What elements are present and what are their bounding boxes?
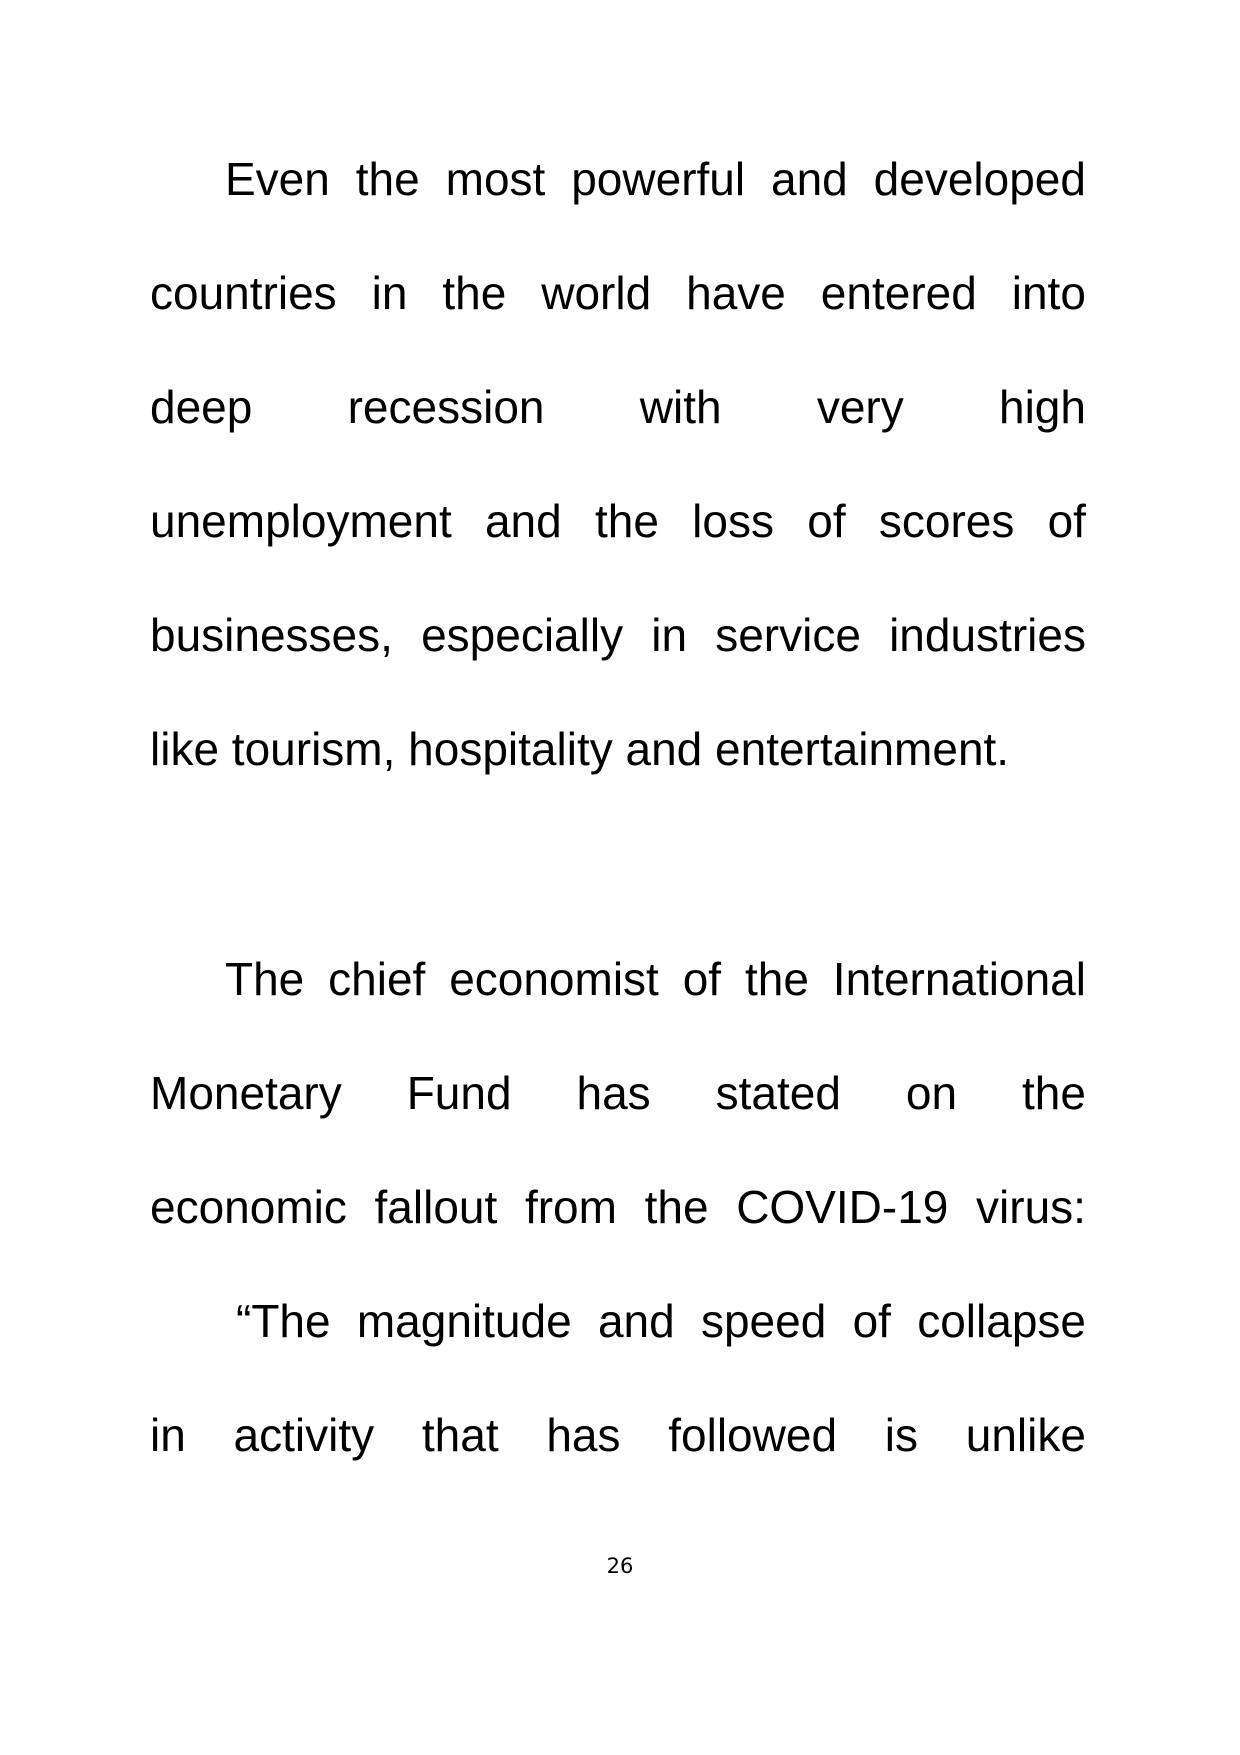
word: very <box>816 381 904 433</box>
word: from <box>524 1181 617 1233</box>
text <box>150 1062 1086 1124</box>
word: The <box>225 953 305 1005</box>
word: International <box>832 953 1086 1005</box>
text <box>150 1176 1086 1238</box>
word: virus: <box>976 1181 1086 1233</box>
word: countries <box>150 267 337 319</box>
text <box>150 376 1086 438</box>
word: the <box>744 953 809 1005</box>
word: activity <box>233 1409 375 1461</box>
word: the <box>442 267 507 319</box>
word: Monetary <box>150 1067 342 1119</box>
word: stated <box>715 1067 841 1119</box>
word: unemployment <box>150 495 452 547</box>
word: industries <box>889 609 1086 661</box>
word: the <box>1022 1067 1086 1119</box>
word: Even <box>225 153 330 205</box>
word: and <box>597 1295 675 1347</box>
text: like tourism, hospitality and entertainment. <box>150 723 1010 775</box>
word: of <box>682 953 722 1005</box>
text <box>225 148 1086 210</box>
text-line <box>150 148 1086 210</box>
word: has <box>546 1409 621 1461</box>
text-line <box>150 262 1086 324</box>
word: has <box>576 1067 651 1119</box>
text <box>225 948 1086 1010</box>
word: of <box>852 1295 891 1347</box>
word: chief <box>328 953 426 1005</box>
word: most <box>445 153 546 205</box>
word: economic <box>150 1181 347 1233</box>
word: in <box>371 267 408 319</box>
text-line <box>150 1290 1086 1352</box>
word: followed <box>668 1409 838 1461</box>
text-line <box>150 604 1086 666</box>
word: Fund <box>406 1067 512 1119</box>
word: speed <box>700 1295 827 1347</box>
text <box>150 262 1086 324</box>
word: in <box>651 609 688 661</box>
word: loss <box>692 495 774 547</box>
word: is <box>884 1409 918 1461</box>
word: have <box>686 267 786 319</box>
text <box>150 1404 1086 1466</box>
word: scores <box>878 495 1015 547</box>
word: service <box>715 609 861 661</box>
text-line <box>150 718 1086 780</box>
text-line <box>150 948 1086 1010</box>
word: “The <box>236 1295 331 1347</box>
word: deep <box>150 381 253 433</box>
word: fallout <box>374 1181 498 1233</box>
word: especially <box>421 609 624 661</box>
text-line <box>150 1176 1086 1238</box>
word: with <box>639 381 722 433</box>
word: the <box>355 153 420 205</box>
word: of <box>1047 495 1086 547</box>
word: on <box>905 1067 958 1119</box>
text-line <box>150 1404 1086 1466</box>
word: powerful <box>571 153 746 205</box>
word: and <box>484 495 562 547</box>
text <box>150 604 1086 666</box>
text-line <box>150 1062 1086 1124</box>
word: in <box>150 1409 186 1461</box>
word: and <box>771 153 848 205</box>
word: collapse <box>917 1295 1086 1347</box>
word: the <box>594 495 659 547</box>
word: magnitude <box>356 1295 572 1347</box>
word: high <box>999 381 1086 433</box>
word: world <box>541 267 652 319</box>
page-number: 26 <box>606 1554 634 1578</box>
text <box>236 1290 1086 1352</box>
word: developed <box>873 153 1086 205</box>
word: economist <box>449 953 659 1005</box>
word: unlike <box>965 1409 1086 1461</box>
text <box>150 490 1086 552</box>
word: into <box>1011 267 1086 319</box>
word: that <box>421 1409 499 1461</box>
word: entered <box>820 267 977 319</box>
word: of <box>807 495 846 547</box>
word: businesses, <box>150 609 393 661</box>
word: the <box>644 1181 709 1233</box>
text-line <box>150 376 1086 438</box>
word: recession <box>347 381 545 433</box>
word: COVID-19 <box>736 1181 949 1233</box>
text-line <box>150 490 1086 552</box>
